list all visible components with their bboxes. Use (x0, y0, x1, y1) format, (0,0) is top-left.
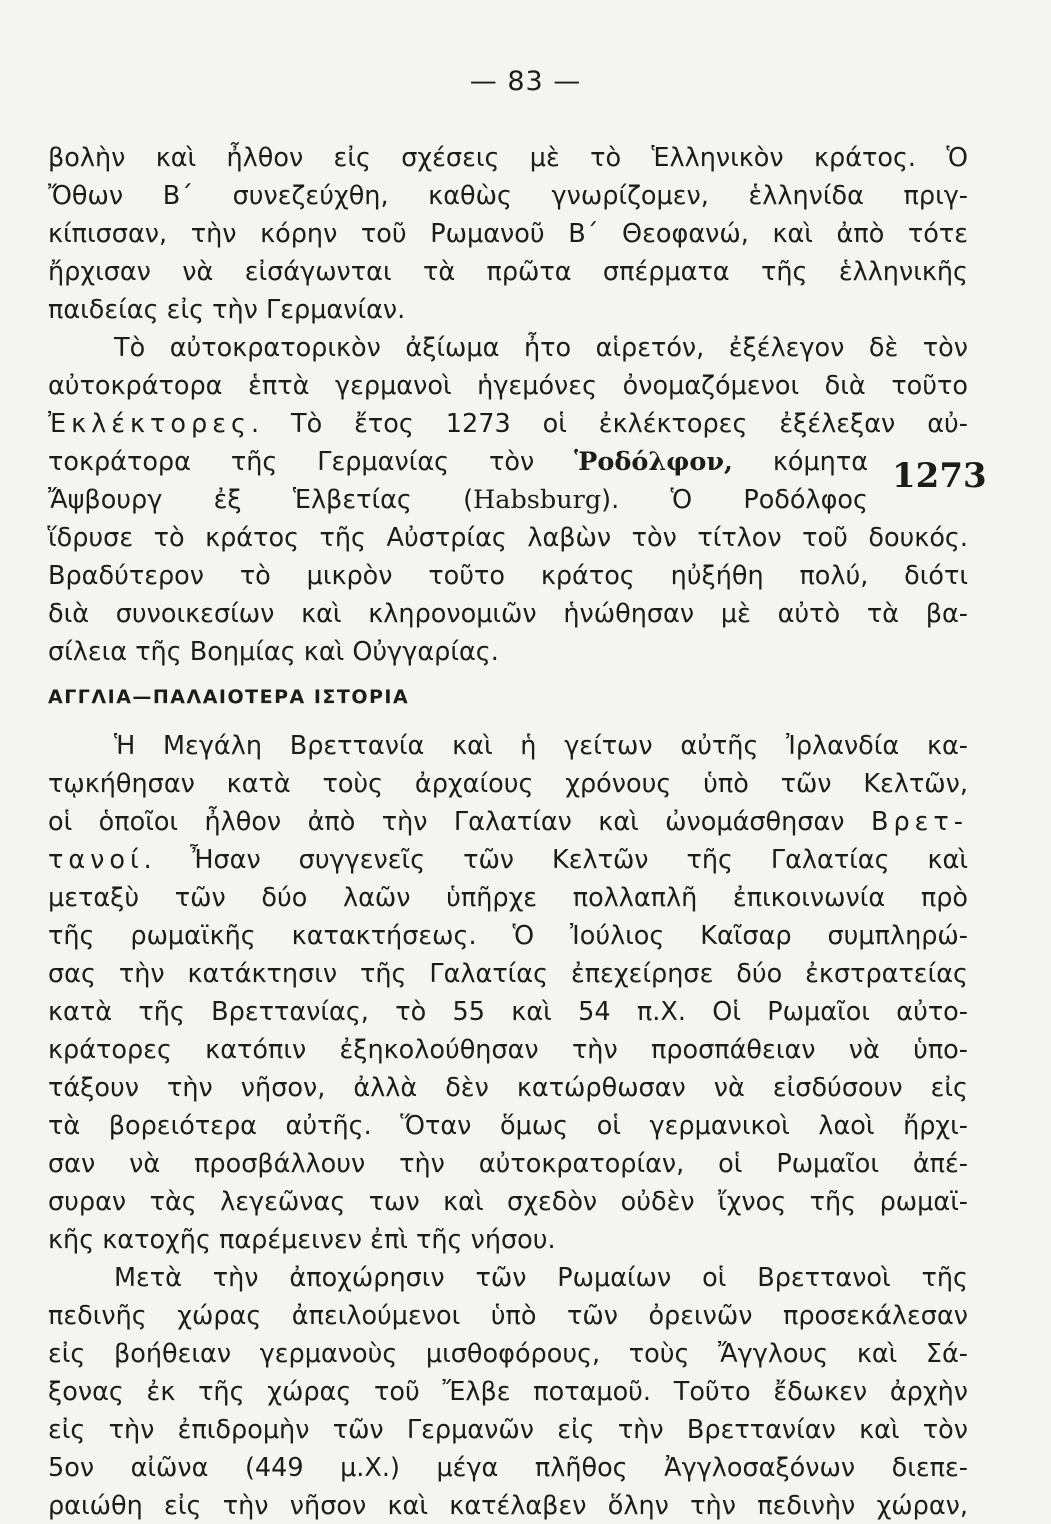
text-line: Τὸ αὐτοκρατορικὸν ἀξίωμα ἦτο αἱρετόν, ἐξέλεγον δὲ τὸν (114, 333, 968, 363)
section-heading: ΑΓΓΛΙΑ—ΠΑΛΑΙΟΤΕΡΑ ΙΣΤΟΡΙΑ (48, 686, 410, 708)
term-brettanoi-2: τανοί (48, 845, 144, 875)
text-fragment: . Τὸ ἔτος 1273 οἱ ἐκλέκτορες ἐξέλεξαν αὐ- (250, 409, 968, 439)
text-line: ἵδρυσε τὸ κράτος τῆς Αὐστρίας λαβὼν τὸν τίτλον τοῦ δουκός. (48, 523, 968, 553)
text-line: ραιώθη εἰς τὴν νῆσον καὶ κατέλαβεν ὅλην τὴν πεδινὴν χώραν, (48, 1491, 968, 1521)
text-line: κατὰ τῆς Βρεττανίας, τὸ 55 καὶ 54 π.Χ. Οἱ Ρωμαῖοι αὐτο- (48, 997, 968, 1027)
text-line: αὐτοκράτορα ἑπτὰ γερμανοὶ ἡγεμόνες ὀνομαζόμενοι διὰ τοῦτο (48, 371, 968, 401)
text-line: πεδινῆς χώρας ἀπειλούμενοι ὑπὸ τῶν ὀρεινῶν προσεκάλεσαν (48, 1301, 968, 1331)
text-line: εἰς τὴν ἐπιδρομὴν τῶν Γερμανῶν εἰς τὴν Βρεττανίαν καὶ τὸν (48, 1415, 968, 1445)
text-line: κίπισσαν, τὴν κόρην τοῦ Ρωμανοῦ Β΄ Θεοφανώ, καὶ ἀπὸ τότε (48, 219, 968, 249)
text-line: Ὄθων Β΄ συνεζεύχθη, καθὼς γνωρίζομεν, ἑλληνίδα πριγ- (48, 181, 968, 211)
text-line: ἤρχισαν νὰ εἰσάγωνται τὰ πρῶτα σπέρματα τῆς ἑλληνικῆς (48, 257, 968, 287)
text-line: σίλεια τῆς Βοημίας καὶ Οὐγγαρίας. (48, 637, 499, 667)
text-line: τὰ βορειότερα αὐτῆς. Ὅταν ὅμως οἱ γερμανικοὶ λαοὶ ἤρχι- (48, 1111, 968, 1141)
text-fragment: Ἄψβουργ ἐξ Ἑλβετίας ( (48, 485, 474, 515)
text-fragment: κόμητα (772, 447, 869, 477)
text-line: διὰ συνοικεσίων καὶ κληρονομιῶν ἡνώθησαν μὲ αὐτὸ τὰ βα- (48, 599, 968, 629)
text-line: μεταξὺ τῶν δύο λαῶν ὑπῆρχε πολλαπλῆ ἐπικοινωνία πρὸ (48, 883, 968, 913)
text-fragment: οἱ ὁποῖοι ἦλθον ἀπὸ τὴν Γαλατίαν καὶ ὠνομάσθησαν (48, 807, 845, 837)
margin-year-note: 1273 (892, 456, 987, 496)
page-number: — 83 — (469, 66, 582, 97)
text-line: Βραδύτερον τὸ μικρὸν τοῦτο κράτος ηὐξήθη πολύ, διότι (48, 561, 968, 591)
text-line: εἰς βοήθειαν γερμανοὺς μισθοφόρους, τοὺς Ἄγγλους καὶ Σά- (48, 1339, 968, 1369)
text-line: ξονας ἐκ τῆς χώρας τοῦ Ἔλβε ποταμοῦ. Τοῦτο ἔδωκεν ἀρχὴν (48, 1377, 968, 1407)
text-line: τῳκήθησαν κατὰ τοὺς ἀρχαίους χρόνους ὑπὸ τῶν Κελτῶν, (48, 769, 968, 799)
text-line: τῆς ρωμαϊκῆς κατακτήσεως. Ὁ Ἰούλιος Καῖσαρ συμπληρώ- (48, 921, 968, 951)
term-eklektores: Ἐκλέκτορες (48, 409, 251, 439)
text-line (48, 444, 868, 480)
text-line: σας τὴν κατάκτησιν τῆς Γαλατίας ἐπεχείρησε δύο ἐκστρατείας (48, 959, 968, 989)
text-line: κῆς κατοχῆς παρέμεινεν ἐπὶ τῆς νήσου. (48, 1225, 556, 1255)
text-line: κράτορες κατόπιν ἐξηκολούθησαν τὴν προσπάθειαν νὰ ὑπο- (48, 1035, 968, 1065)
text-fragment: τοκράτορα τῆς Γερμανίας τὸν (48, 447, 535, 477)
text-line: Μετὰ τὴν ἀποχώρησιν τῶν Ρωμαίων οἱ Βρεττανοὶ τῆς (114, 1263, 968, 1293)
text-line (48, 842, 968, 878)
term-brettanoi-1: Βρετ- (870, 807, 968, 837)
text-line: παιδείας εἰς τὴν Γερμανίαν. (48, 295, 406, 325)
text-line: τάξουν τὴν νῆσον, ἀλλὰ δὲν κατώρθωσαν νὰ εἰσδύσουν εἰς (48, 1073, 968, 1103)
text-line (48, 482, 868, 518)
text-line: βολὴν καὶ ἦλθον εἰς σχέσεις μὲ τὸ Ἑλληνικὸν κράτος. Ὁ (48, 143, 968, 173)
term-habsburg: Habsburg (473, 485, 602, 515)
text-line: Ἡ Μεγάλη Βρεττανία καὶ ἡ γείτων αὐτῆς Ἰρλανδία κα- (114, 731, 968, 761)
text-line (48, 406, 968, 442)
text-line (48, 804, 968, 840)
text-fragment: ). Ὁ Ροδόλφος (601, 485, 868, 515)
text-fragment: . Ἦσαν συγγενεῖς τῶν Κελτῶν τῆς Γαλατίας καὶ (143, 845, 968, 875)
text-line: 5ον αἰῶνα (449 μ.Χ.) μέγα πλῆθος Ἀγγλοσαξόνων διεπε- (48, 1453, 968, 1483)
name-rodolfos: Ῥοδόλφον, (574, 447, 733, 477)
text-line: σαν νὰ προσβάλλουν τὴν αὐτοκρατορίαν, οἱ Ρωμαῖοι ἀπέ- (48, 1149, 968, 1179)
text-line: συραν τὰς λεγεῶνας των καὶ σχεδὸν οὐδὲν ἴχνος τῆς ρωμαϊ- (48, 1187, 968, 1217)
